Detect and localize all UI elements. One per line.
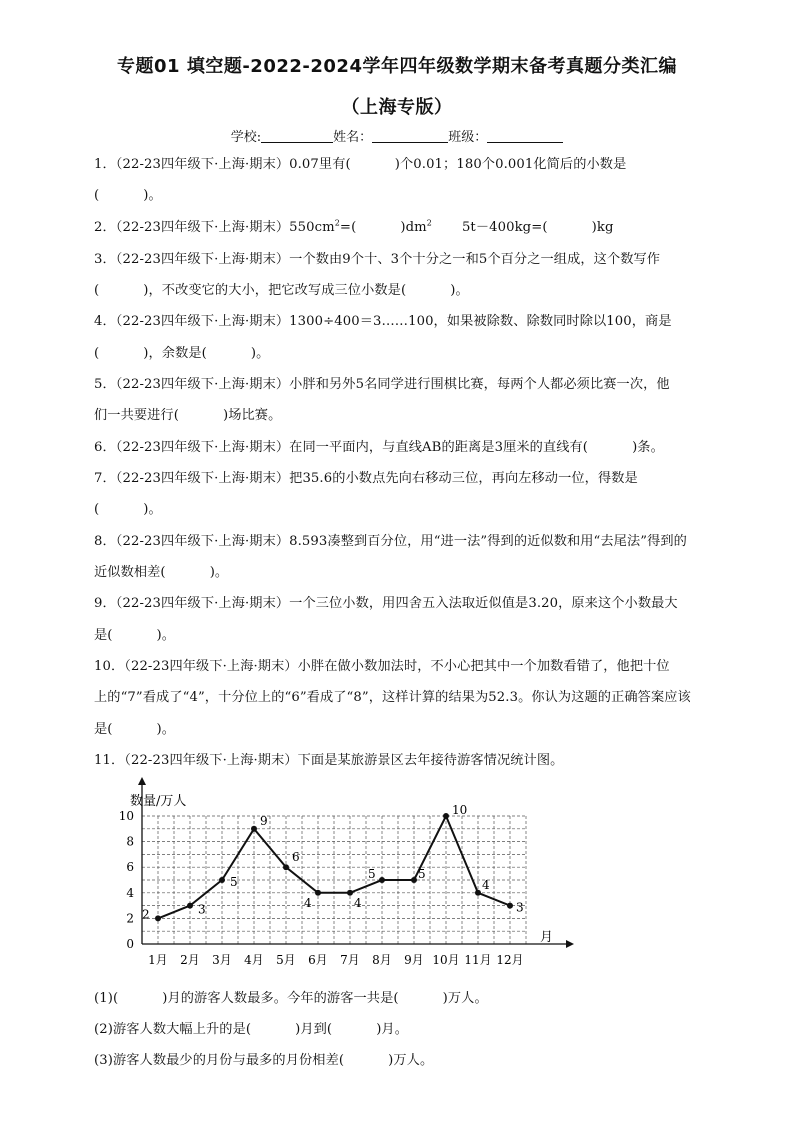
y-tick-label: 8 bbox=[126, 834, 134, 849]
data-point bbox=[347, 890, 353, 896]
y-axis-arrow bbox=[138, 777, 146, 785]
name-blank bbox=[372, 130, 448, 143]
school-blank bbox=[261, 130, 333, 143]
question-9-line-2: 是( )。 bbox=[94, 628, 176, 643]
x-tick-label: 1月 bbox=[148, 953, 168, 967]
data-point bbox=[411, 877, 417, 883]
data-label: 6 bbox=[292, 850, 300, 865]
y-axis-label: 数量/万人 bbox=[130, 794, 187, 809]
y-tick-label: 0 bbox=[126, 937, 134, 951]
data-point bbox=[155, 915, 161, 921]
x-tick-label: 7月 bbox=[340, 953, 360, 967]
data-point bbox=[475, 890, 481, 896]
chart-axes bbox=[138, 777, 574, 948]
x-tick-label: 5月 bbox=[276, 953, 296, 967]
question-5-line-2: 们一共要进行( )场比赛。 bbox=[94, 408, 282, 423]
y-tick-label: 6 bbox=[126, 860, 134, 875]
data-point bbox=[379, 877, 385, 883]
x-tick-label: 8月 bbox=[372, 953, 392, 967]
question-6: 6．（22-23四年级下·上海·期末）在同一平面内，与直线AB的距离是3厘米的直线有( )条。 bbox=[94, 440, 664, 455]
question-10-line-1: 10．（22-23四年级下·上海·期末）小胖在做小数加法时，不小心把其中一个加数看错了，他把十位 bbox=[94, 659, 670, 674]
x-tick-label: 2月 bbox=[180, 953, 200, 967]
class-label: 班级： bbox=[448, 130, 488, 145]
question-2: 2．（22-23四年级下·上海·期末）$550cm^2=$( )$dm^2$ 5t－400kg=( )kg bbox=[94, 218, 614, 235]
data-point bbox=[251, 826, 257, 832]
x-tick-label: 6月 bbox=[308, 953, 328, 967]
data-label: 4 bbox=[482, 877, 490, 892]
question-7-line-2: ( )。 bbox=[94, 502, 162, 517]
data-label: 5 bbox=[368, 867, 376, 881]
data-label: 2 bbox=[142, 907, 150, 922]
question-10-line-2: 上的“7”看成了“4”，十分位上的“6”看成了“8”，这样计算的结果为52.3。你认为这题的正确答案应该 bbox=[94, 690, 691, 705]
question-3-line-1: 3．（22-23四年级下·上海·期末）一个数由9个十、3个十分之一和5个百分之一组成，这个数写作 bbox=[94, 252, 661, 267]
data-label: 9 bbox=[260, 813, 268, 828]
x-tick-labels bbox=[148, 953, 523, 967]
school-label: 学校: bbox=[230, 130, 262, 145]
question-5-line-1: 5．（22-23四年级下·上海·期末）小胖和另外5名同学进行围棋比赛，每两个人都必须比赛一次，他 bbox=[94, 377, 670, 392]
question-11-line-1: 11．（22-23四年级下·上海·期末）下面是某旅游景区去年接待游客情况统计图。 bbox=[94, 753, 564, 768]
question-11-sub-1: (1)( )月的游客人数最多。今年的游客一共是( )万人。 bbox=[94, 991, 488, 1006]
y-tick-label: 10 bbox=[118, 809, 134, 823]
data-point bbox=[283, 864, 289, 870]
question-4-line-2: ( )，余数是( )。 bbox=[94, 346, 270, 361]
data-point bbox=[219, 877, 225, 883]
question-9-line-1: 9．（22-23四年级下·上海·期末）一个三位小数，用四舍五入法取近似值是3.20，原来这个小数最大 bbox=[94, 596, 678, 611]
y-tick-labels bbox=[119, 809, 135, 951]
x-tick-label: 9月 bbox=[404, 953, 424, 967]
chart-grid bbox=[142, 813, 526, 944]
question-4-line-1: 4．（22-23四年级下·上海·期末）1300÷400＝3……100，如果被除数、除数同时除以100，商是 bbox=[94, 314, 672, 329]
class-blank bbox=[487, 130, 563, 143]
data-label: 4 bbox=[304, 895, 312, 910]
page-title: 专题01 填空题-2022-2024学年四年级数学期末备考真题分类汇编 bbox=[117, 56, 677, 77]
x-tick-label: 11月 bbox=[464, 953, 492, 967]
x-tick-label: 3月 bbox=[212, 953, 232, 967]
data-point bbox=[443, 813, 449, 819]
question-1-line-1: 1．（22-23四年级下·上海·期末）0.07里有( )个0.01；180个0.001化简后的小数是 bbox=[94, 157, 627, 172]
data-label: 4 bbox=[354, 895, 362, 910]
data-point bbox=[507, 903, 513, 909]
x-axis-label: 月 bbox=[540, 930, 554, 945]
question-10-line-3: 是( )。 bbox=[94, 722, 176, 737]
data-label: 3 bbox=[198, 902, 206, 917]
question-7-line-1: 7．（22-23四年级下·上海·期末）把35.6的小数点先向右移动三位，再向左移动一位，得数是 bbox=[94, 471, 638, 486]
question-3-line-2: ( )，不改变它的大小，把它改写成三位小数是( )。 bbox=[94, 283, 469, 298]
data-label: 3 bbox=[516, 900, 524, 915]
y-tick-label: 2 bbox=[126, 911, 134, 926]
page-subtitle: （上海专版） bbox=[341, 97, 453, 118]
question-11-sub-2: (2)游客人数大幅上升的是( )月到( )月。 bbox=[94, 1022, 409, 1037]
data-label: 10 bbox=[452, 803, 468, 817]
question-8-line-2: 近似数相差( )。 bbox=[94, 565, 229, 580]
data-label: 5 bbox=[418, 867, 426, 881]
tourist-line-chart bbox=[110, 775, 580, 970]
question-1-line-2: ( )。 bbox=[94, 188, 162, 203]
x-tick-label: 10月 bbox=[432, 953, 460, 967]
y-tick-label: 4 bbox=[126, 885, 134, 900]
name-label: 姓名： bbox=[333, 130, 373, 145]
data-labels bbox=[142, 803, 524, 921]
question-8-line-1: 8．（22-23四年级下·上海·期末）8.593凑整到百分位，用“进一法”得到的近似数和用“去尾法”得到的 bbox=[94, 534, 687, 549]
x-tick-label: 4月 bbox=[244, 953, 264, 967]
data-point bbox=[315, 890, 321, 896]
x-tick-label: 12月 bbox=[496, 953, 524, 967]
student-info-line bbox=[0, 126, 794, 145]
data-point bbox=[187, 903, 193, 909]
x-axis-arrow bbox=[566, 940, 574, 948]
data-label: 5 bbox=[230, 875, 238, 889]
question-11-sub-3: (3)游客人数最少的月份与最多的月份相差( )万人。 bbox=[94, 1053, 434, 1068]
